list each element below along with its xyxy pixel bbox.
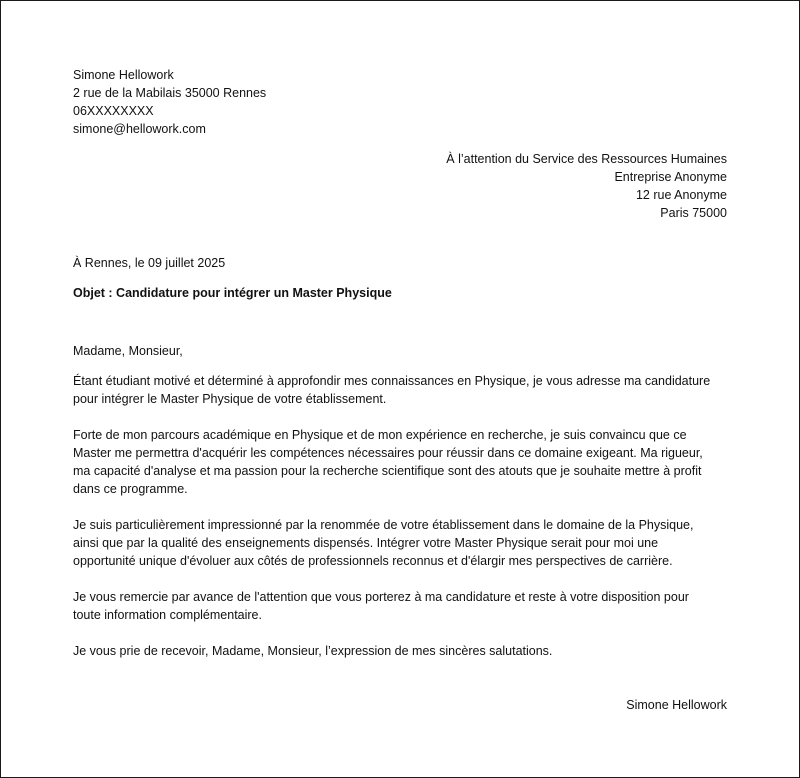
- sender-address: 2 rue de la Mabilais 35000 Rennes: [73, 86, 267, 100]
- place-date: À Rennes, le 09 juillet 2025: [73, 256, 226, 270]
- sender-block: [73, 66, 266, 138]
- salutation: Madame, Monsieur,: [73, 344, 183, 358]
- paragraph-line: Forte de mon parcours académique en Physique et de mon expérience en recherche, je suis convaincu que ce: [73, 428, 687, 442]
- letter-subject: Objet : Candidature pour intégrer un Master Physique: [73, 286, 392, 300]
- paragraph-line: opportunité unique d'évoluer aux côtés de professionnels reconnus et d'élargir mes perspectives de carrière.: [73, 554, 673, 568]
- paragraph-line: dans ce programme.: [73, 482, 188, 496]
- paragraph-line: Master me permettra d'acquérir les compétences nécessaires pour réussir dans ce domaine exigeant. Ma rigueur,: [73, 446, 703, 460]
- paragraph-closing: [73, 642, 733, 660]
- paragraph-background: [73, 426, 733, 498]
- paragraph-line: toute information complémentaire.: [73, 608, 262, 622]
- recipient-city: Paris 75000: [660, 206, 727, 220]
- recipient-company: Entreprise Anonyme: [614, 170, 727, 184]
- sender-phone: 06XXXXXXXX: [73, 104, 154, 118]
- recipient-block: [446, 150, 727, 222]
- recipient-attention: À l’attention du Service des Ressources Humaines: [446, 152, 727, 166]
- paragraph-line: pour intégrer le Master Physique de votre établissement.: [73, 392, 387, 406]
- paragraph-motivation: [73, 516, 733, 570]
- signature: Simone Hellowork: [626, 698, 727, 712]
- recipient-street: 12 rue Anonyme: [635, 188, 727, 202]
- paragraph-line: Je suis particulièrement impressionné par la renommée de votre établissement dans le domaine de la Physique,: [73, 518, 694, 532]
- paragraph-intro: [73, 372, 733, 408]
- sender-name: Simone Hellowork: [73, 68, 174, 82]
- paragraph-thanks: [73, 588, 733, 624]
- paragraph-line: Je vous remercie par avance de l'attention que vous porterez à ma candidature et reste à votre disposition pour: [73, 590, 689, 604]
- paragraph-line: ma capacité d'analyse et ma passion pour la recherche scientifique sont des atouts que je souhaite mettre à profit: [73, 464, 702, 478]
- paragraph-line: Étant étudiant motivé et déterminé à approfondir mes connaissances en Physique, je vous adresse ma candidature: [73, 374, 711, 388]
- sender-email: simone@hellowork.com: [73, 122, 206, 136]
- closing-formula: Je vous prie de recevoir, Madame, Monsieur, l’expression de mes sincères salutations.: [73, 644, 553, 658]
- paragraph-line: ainsi que par la qualité des enseignements dispensés. Intégrer votre Master Physique serait pour moi une: [73, 536, 659, 550]
